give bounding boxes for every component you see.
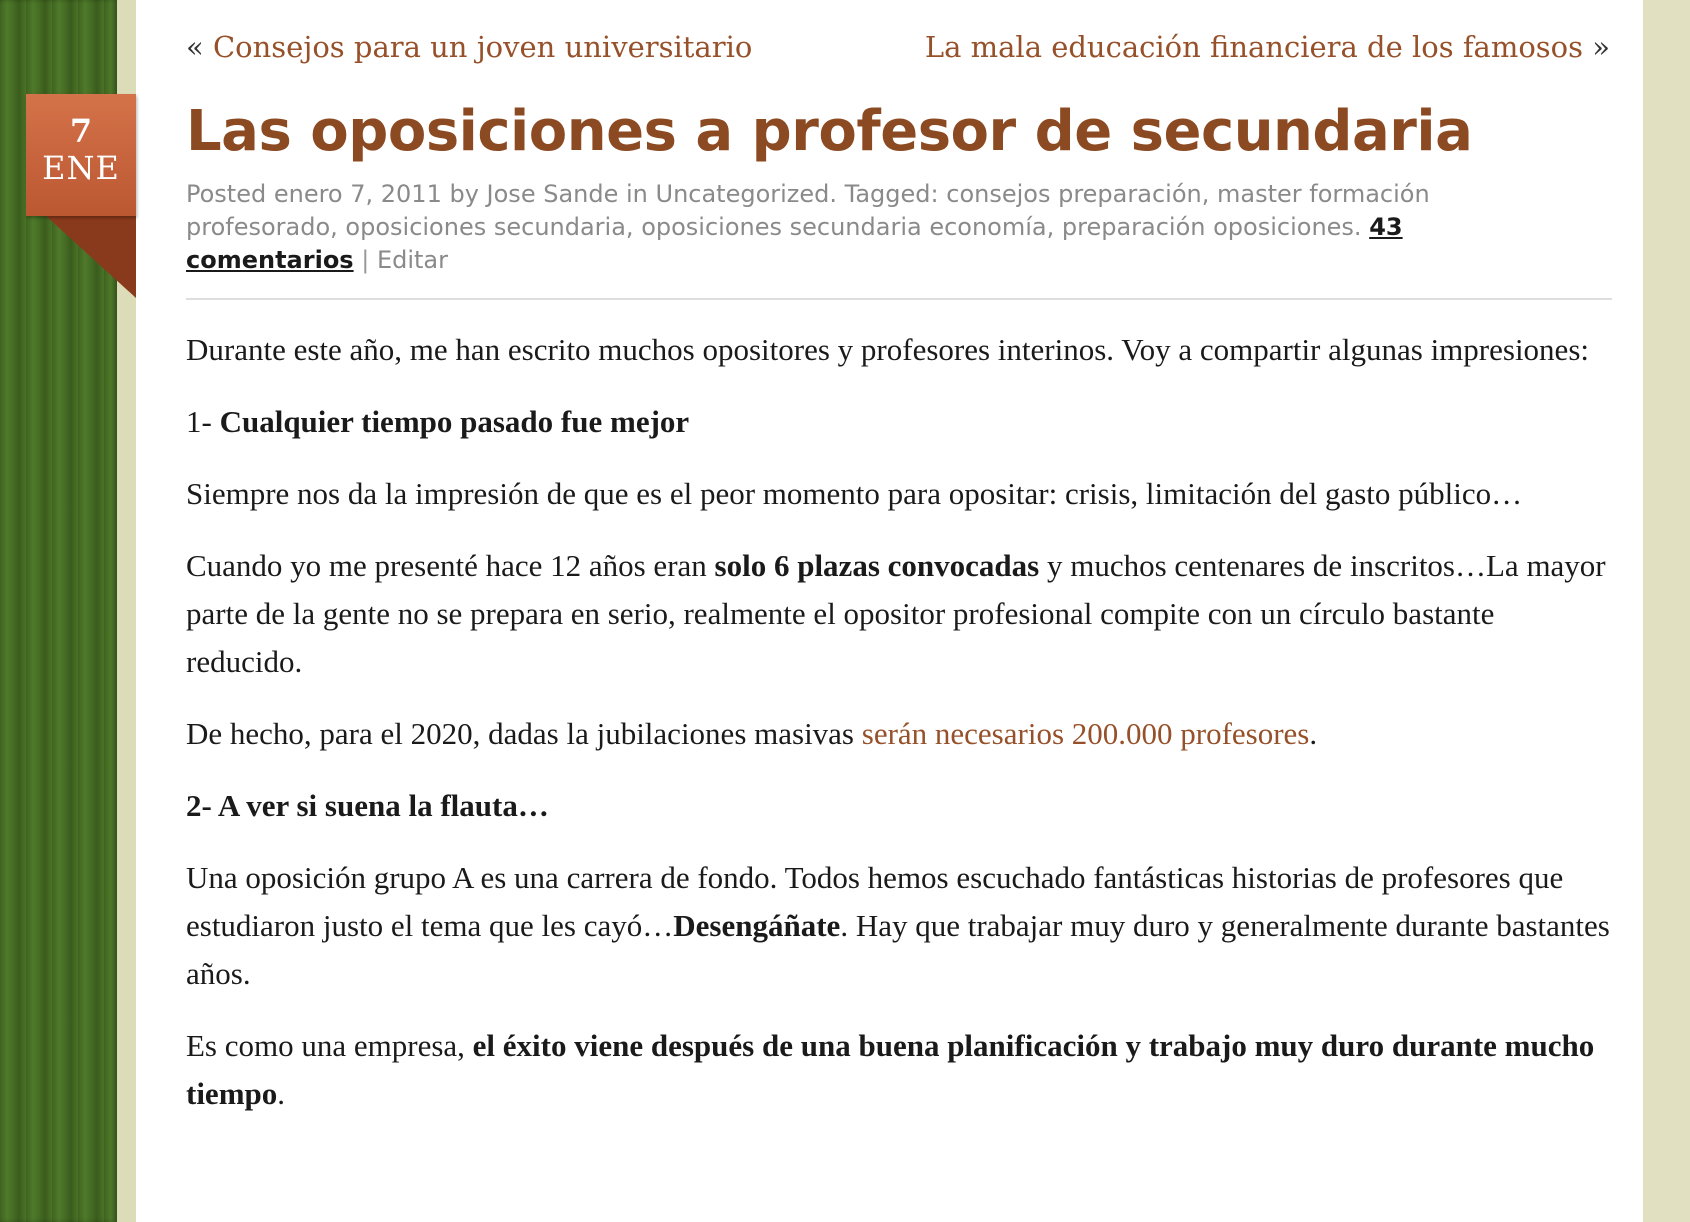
post-title: Las oposiciones a profesor de secundaria <box>186 99 1473 164</box>
paragraph: Siempre nos da la impresión de que es el peor momento para opositar: crisis, limitación del gasto público… <box>186 476 1523 511</box>
tags-end: . <box>1353 213 1370 241</box>
meta-separator: | <box>353 246 377 274</box>
heading-text: 2- A ver si suena la flauta… <box>186 788 549 823</box>
tag-link[interactable]: oposiciones secundaria economía <box>641 213 1047 241</box>
tagged-prefix: . Tagged: <box>829 180 947 208</box>
bold-text: el éxito viene después de una buena planificación y trabajo muy duro durante mucho tiempo <box>186 1028 1595 1111</box>
bold-text: solo 6 plazas convocadas <box>714 548 1040 583</box>
bold-text: Desengáñate <box>673 908 841 943</box>
posted-prefix: Posted <box>186 180 274 208</box>
category-link[interactable]: Uncategorized <box>655 180 830 208</box>
meta-divider <box>186 298 1612 300</box>
section-heading <box>186 782 1612 830</box>
text-run: . Hay que trabajar muy duro y generalmente durante bastantes años. <box>186 908 1610 991</box>
post-navigation <box>186 30 1610 70</box>
tag-link[interactable]: master formación profesorado <box>186 180 1430 241</box>
previous-post-link[interactable]: Consejos para un joven universitario <box>212 30 753 64</box>
text-run: . <box>277 1076 286 1111</box>
tag-separator: , <box>1201 180 1217 208</box>
post-meta <box>186 178 1486 277</box>
date-day: 7 <box>69 112 93 150</box>
comments-link[interactable]: 43 comentarios <box>186 213 1403 274</box>
page-right-gutter <box>1643 0 1690 1222</box>
text-run: Cuando yo me presenté hace 12 años eran <box>186 548 715 583</box>
paragraph <box>186 710 1612 758</box>
text-run: Una oposición grupo A es una carrera de fondo. Todos hemos escuchado fantásticas historias de profesores que estudiaron justo el tema que les cayó… <box>186 860 1564 943</box>
heading-number: 1- <box>186 404 220 439</box>
date-badge <box>26 94 136 216</box>
next-post-link[interactable]: La mala educación financiera de los famosos <box>924 30 1584 64</box>
text-run: De hecho, para el 2020, dadas la jubilaciones masivas <box>186 716 862 751</box>
in-text: in <box>618 180 656 208</box>
paragraph: Durante este año, me han escrito muchos opositores y profesores interinos. Voy a compartir algunas impresiones: <box>186 332 1589 367</box>
paragraph <box>186 1022 1612 1118</box>
tag-link[interactable]: oposiciones secundaria <box>345 213 626 241</box>
tag-link[interactable]: preparación oposiciones <box>1061 213 1354 241</box>
nav-previous <box>186 30 752 64</box>
post-body <box>186 326 1612 1142</box>
heading-text: Cualquier tiempo pasado fue mejor <box>219 404 690 439</box>
nav-next <box>925 30 1610 64</box>
by-text: by <box>441 180 487 208</box>
tag-separator: , <box>625 213 642 241</box>
next-arrow: » <box>1592 30 1610 64</box>
edit-link[interactable]: Editar <box>376 246 448 274</box>
date-month: ENE <box>42 149 120 187</box>
tag-separator: , <box>1046 213 1062 241</box>
tag-separator: , <box>330 213 346 241</box>
text-run: . <box>1309 716 1318 751</box>
section-heading <box>186 398 1612 446</box>
paragraph <box>186 854 1612 998</box>
text-run: Es como una empresa, <box>186 1028 473 1063</box>
author-link[interactable]: Jose Sande <box>486 180 619 208</box>
prev-arrow: « <box>186 30 204 64</box>
post-date: enero 7, 2011 <box>273 180 442 208</box>
date-ribbon-fold <box>46 216 136 298</box>
tag-link[interactable]: consejos preparación <box>946 180 1202 208</box>
paragraph <box>186 542 1612 686</box>
text-run: y muchos centenares de inscritos…La mayor parte de la gente no se prepara en serio, realmente el opositor profesional compite con un círculo bastante reducido. <box>186 548 1606 679</box>
profesores-link[interactable]: serán necesarios 200.000 profesores <box>861 716 1310 751</box>
